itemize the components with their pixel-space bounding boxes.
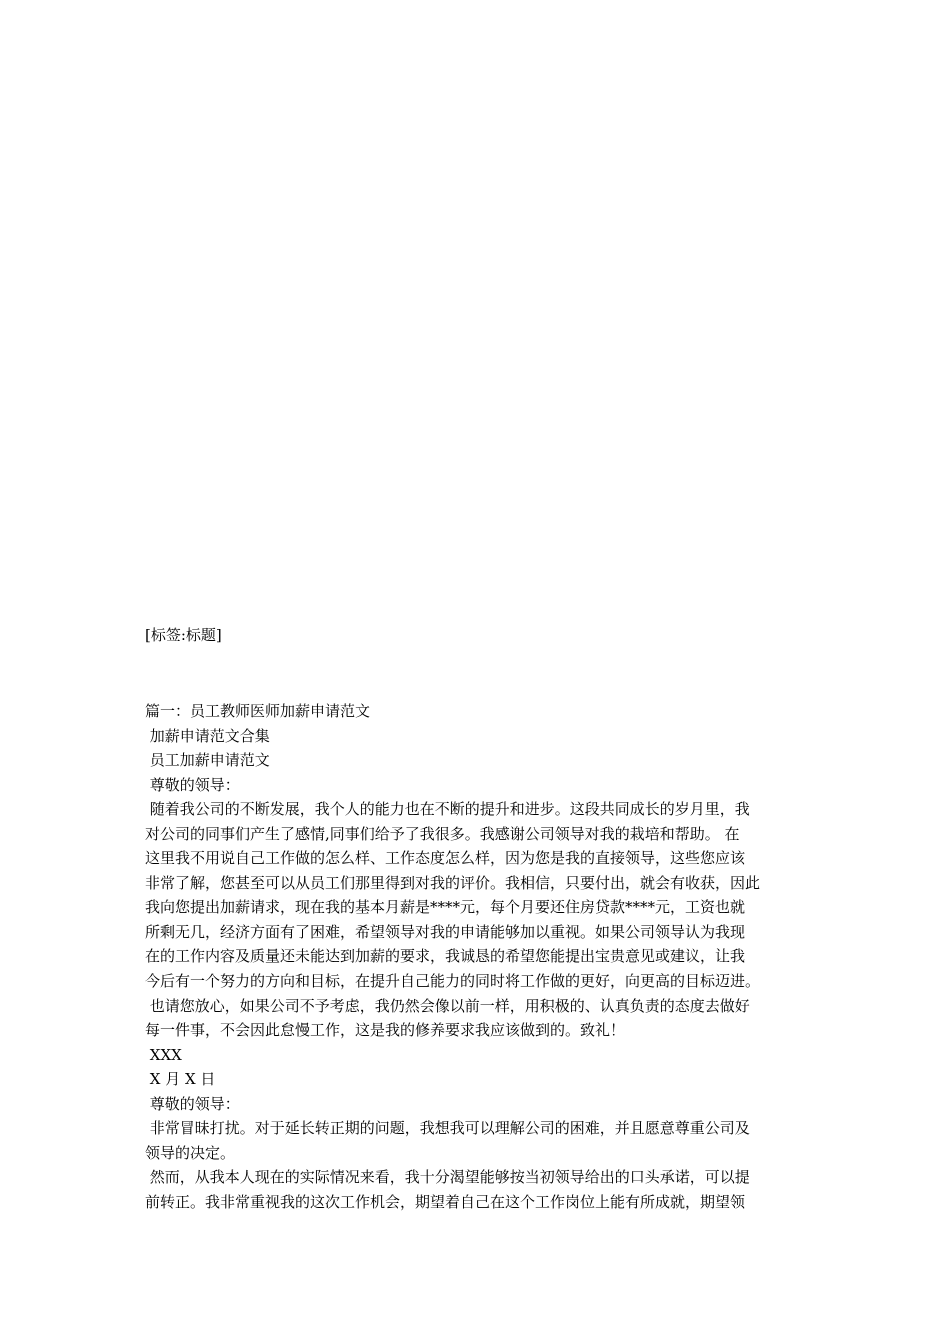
- collection-title: 加薪申请范文合集: [145, 726, 270, 745]
- paragraph-line: 对公司的同事们产生了感情,同事们给予了我很多。我感谢公司领导对我的栽培和帮助。 在: [145, 824, 740, 843]
- tag-label: [标签:标题]: [145, 626, 222, 644]
- signature-name: XXX: [145, 1045, 182, 1064]
- paragraph-line: 然而，从我本人现在的实际情况来看，我十分渴望能够按当初领导给出的口头承诺，可以提: [145, 1168, 750, 1187]
- signature-date: X 月 X 日: [145, 1070, 216, 1089]
- paragraph-line: 非常了解，您甚至可以从员工们那里得到对我的评价。我相信，只要付出，就会有收获，因此: [145, 873, 761, 892]
- paragraph-line: 我向您提出加薪请求，现在我的基本月薪是****元，每个月要还住房贷款****元，工资也就: [145, 898, 746, 917]
- paragraph-line: 在的工作内容及质量还未能达到加薪的要求，我诚恳的希望您能提出宝贵意见或建议，让我: [145, 947, 746, 966]
- document-body: [145, 699, 810, 1214]
- letter-title: 员工加薪申请范文: [145, 751, 270, 770]
- paragraph-line: 所剩无几，经济方面有了困难，希望领导对我的申请能够加以重视。如果公司领导认为我现: [145, 922, 746, 941]
- paragraph-line: 每一件事，不会因此怠慢工作，这是我的修养要求我应该做到的。致礼！: [145, 1021, 626, 1040]
- paragraph-line: 也请您放心，如果公司不予考虑，我仍然会像以前一样，用积极的、认真负责的态度去做好: [145, 996, 750, 1015]
- paragraph-line: 非常冒昧打扰。对于延长转正期的问题，我想我可以理解公司的困难，并且愿意尊重公司及: [145, 1119, 750, 1138]
- paragraph-line: 领导的决定。: [145, 1143, 236, 1162]
- paragraph-line: 前转正。我非常重视我的这次工作机会，期望着自己在这个工作岗位上能有所成就，期望领: [145, 1192, 746, 1211]
- section-heading: 篇一：员工教师医师加薪申请范文: [145, 702, 371, 720]
- salutation: 尊敬的领导：: [145, 1094, 240, 1113]
- salutation: 尊敬的领导：: [145, 775, 240, 794]
- paragraph-line: 这里我不用说自己工作做的怎么样、工作态度怎么样，因为您是我的直接领导，这些您应该: [145, 849, 746, 868]
- paragraph-line: 今后有一个努力的方向和目标，在提升自己能力的同时将工作做的更好，向更高的目标迈进。: [145, 972, 761, 991]
- paragraph-line: 随着我公司的不断发展，我个人的能力也在不断的提升和进步。这段共同成长的岁月里，我: [145, 800, 750, 819]
